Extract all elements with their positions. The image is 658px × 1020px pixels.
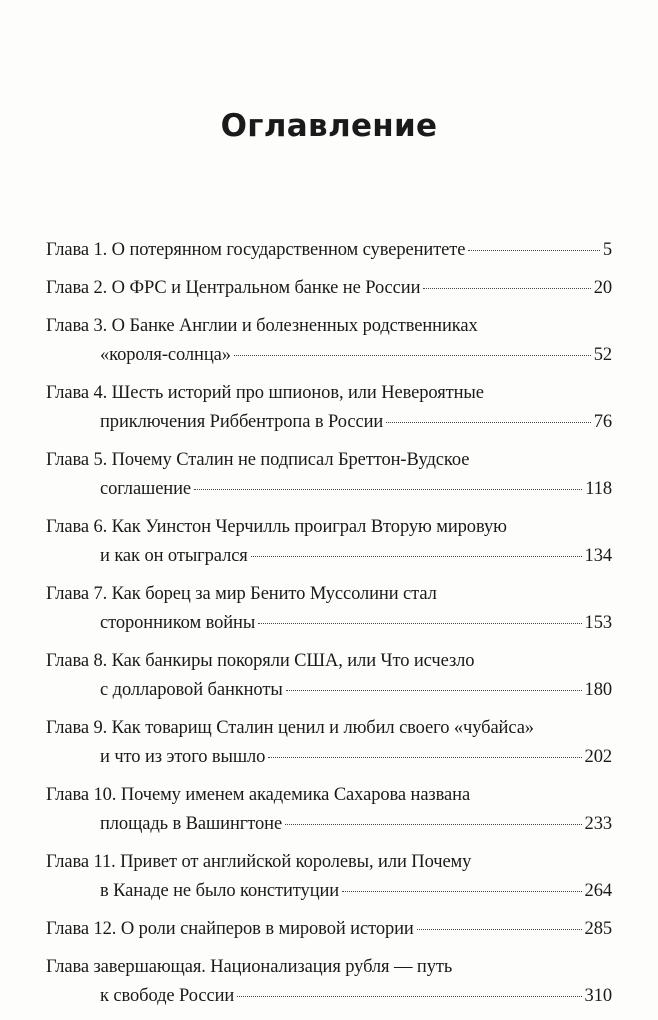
toc-page-number: 118 bbox=[585, 479, 612, 499]
toc-entry-chapter-10[interactable] bbox=[46, 781, 612, 839]
toc-entry-text: Глава 5. Почему Сталин не подписал Бреттон-Вудское bbox=[46, 450, 470, 470]
toc-entry-chapter-3[interactable] bbox=[46, 312, 612, 370]
toc-entry-text-continued: в Канаде не было конституции bbox=[100, 881, 340, 901]
toc-entry-chapter-8[interactable] bbox=[46, 647, 612, 705]
dot-leader bbox=[268, 756, 581, 758]
toc-entry-text: Глава 10. Почему именем академика Сахарова названа bbox=[46, 785, 471, 805]
toc-entry-chapter-7[interactable] bbox=[46, 580, 612, 638]
dot-leader bbox=[286, 689, 582, 691]
table-of-contents bbox=[46, 236, 612, 1020]
toc-page-number: 285 bbox=[584, 919, 612, 939]
toc-page-number: 264 bbox=[584, 881, 612, 901]
toc-entry-text: Глава 6. Как Уинстон Черчилль проиграл Вторую мировую bbox=[46, 517, 507, 537]
toc-entry-chapter-1[interactable] bbox=[46, 236, 612, 265]
toc-entry-text-continued: сторонником войны bbox=[100, 613, 256, 633]
dot-leader bbox=[237, 995, 581, 997]
toc-entry-chapter-6[interactable] bbox=[46, 513, 612, 571]
toc-entry-text-continued: «короля-солнца» bbox=[100, 345, 231, 365]
toc-entry-chapter-9[interactable] bbox=[46, 714, 612, 772]
toc-entry-text-continued: с долларовой банкноты bbox=[100, 680, 283, 700]
toc-entry-chapter-4[interactable] bbox=[46, 379, 612, 437]
toc-page-number: 76 bbox=[593, 412, 612, 432]
toc-page-number: 233 bbox=[584, 814, 612, 834]
toc-entry-chapter-5[interactable] bbox=[46, 446, 612, 504]
toc-entry-text-continued: и как он отыгрался bbox=[100, 546, 248, 566]
toc-entry-chapter-12[interactable] bbox=[46, 915, 612, 944]
toc-entry-text: Глава 8. Как банкиры покоряли США, или Что исчезло bbox=[46, 651, 475, 671]
toc-entry-text-continued: к свободе России bbox=[100, 986, 235, 1006]
toc-page-number: 134 bbox=[584, 546, 612, 566]
dot-leader bbox=[285, 823, 581, 825]
toc-entry-text: Глава 3. О Банке Англии и болезненных родственниках bbox=[46, 316, 478, 336]
page-title: Оглавление bbox=[220, 108, 438, 144]
toc-page-number: 52 bbox=[593, 345, 612, 365]
toc-entry-text: Глава 11. Привет от английской королевы, или Почему bbox=[46, 852, 472, 872]
toc-entry-text: Глава 12. О роли снайперов в мировой истории bbox=[46, 919, 414, 939]
toc-entry-text: Глава 9. Как товарищ Сталин ценил и любил своего «чубайса» bbox=[46, 718, 534, 738]
toc-page-number: 153 bbox=[584, 613, 612, 633]
dot-leader bbox=[258, 622, 581, 624]
toc-page-number: 310 bbox=[584, 986, 612, 1006]
toc-entry-text: Глава завершающая. Национализация рубля — путь bbox=[46, 957, 453, 977]
toc-entry-text-continued: соглашение bbox=[100, 479, 192, 499]
dot-leader bbox=[417, 928, 582, 930]
toc-entry-final-chapter[interactable] bbox=[46, 953, 612, 1011]
toc-page-number: 180 bbox=[584, 680, 612, 700]
toc-entry-chapter-11[interactable] bbox=[46, 848, 612, 906]
toc-page-number: 20 bbox=[593, 278, 612, 298]
toc-entry-text: Глава 7. Как борец за мир Бенито Муссолини стал bbox=[46, 584, 437, 604]
dot-leader bbox=[386, 421, 590, 423]
toc-page-number: 202 bbox=[584, 747, 612, 767]
toc-entry-chapter-2[interactable] bbox=[46, 274, 612, 303]
toc-entry-text-continued: площадь в Вашингтоне bbox=[100, 814, 283, 834]
dot-leader bbox=[468, 249, 599, 251]
toc-entry-text-continued: приключения Риббентропа в России bbox=[100, 412, 384, 432]
toc-entry-text: Глава 1. О потерянном государственном суверенитете bbox=[46, 240, 466, 260]
dot-leader bbox=[423, 287, 590, 289]
dot-leader bbox=[342, 890, 581, 892]
dot-leader bbox=[251, 555, 582, 557]
toc-page-number: 5 bbox=[602, 240, 612, 260]
toc-entry-text-continued: и что из этого вышло bbox=[100, 747, 266, 767]
toc-entry-text: Глава 2. О ФРС и Центральном банке не России bbox=[46, 278, 421, 298]
dot-leader bbox=[234, 354, 591, 356]
toc-entry-text: Глава 4. Шесть историй про шпионов, или Невероятные bbox=[46, 383, 484, 403]
dot-leader bbox=[194, 488, 582, 490]
